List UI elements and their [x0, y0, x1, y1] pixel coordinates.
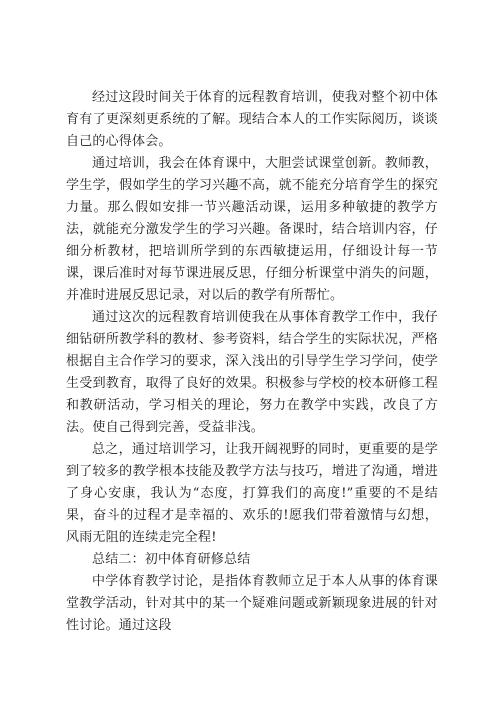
document-body: [66, 87, 438, 637]
paragraph-classroom-innovation: 通过培训，我会在体育课中，大胆尝试课堂创新。教师教，学生学，假如学生的学习兴趣不高，就不能充分培育学生的探究力量。那么假如安排一节兴趣活动课，运用多种敏捷的教学方法，就能充分激发学生的学习兴趣。备课时，结合培训内容，仔细分析教材，把培训所学到的东西敏捷运用，仔细设计每一节课，课后准时对每节课进展反思，仔细分析课堂中消失的问题，并准时进展反思记录，对以后的教学有所帮忙。: [66, 156, 438, 303]
paragraph-conclusion: 总之，通过培训学习，让我开阔视野的同时，更重要的是学到了较多的教学根本技能及教学方法与技巧，增进了沟通，增进了身心安康，我认为“态度，打算我们的高度!”重要的不是结果，奋斗的过程才是幸福的、欢乐的!愿我们带着激情与幻想，风雨无阻的连续走完全程!: [66, 442, 438, 545]
section-heading: 总结二：初中体育研修总结: [92, 552, 251, 567]
paragraph-summary-two: 中学体育教学讨论，是指体育教师立足于本人从事的体育课堂教学活动，针对其中的某一个疑难问题或新颖现象进展的针对性讨论。通过这段: [66, 574, 438, 633]
paragraph-intro: 经过这段时间关于体育的远程教育培训，使我对整个初中体育有了更深刻更系统的了解。现结合本人的工作实际阅历，谈谈自己的心得体会。: [66, 90, 438, 149]
paragraph-teaching-research: 通过这次的远程教育培训使我在从事体育教学工作中，我仔细钻研所教学科的教材、参考资料，结合学生的实际状况，严格根据自主合作学习的要求，深入浅出的引导学生学习学问，使学生受到教育，取得了良好的效果。积极参与学校的校本研修工程和教研活动，学习相关的理论，努力在教学中实践，改良了方法。使自己得到完善，受益非浅。: [66, 310, 438, 435]
